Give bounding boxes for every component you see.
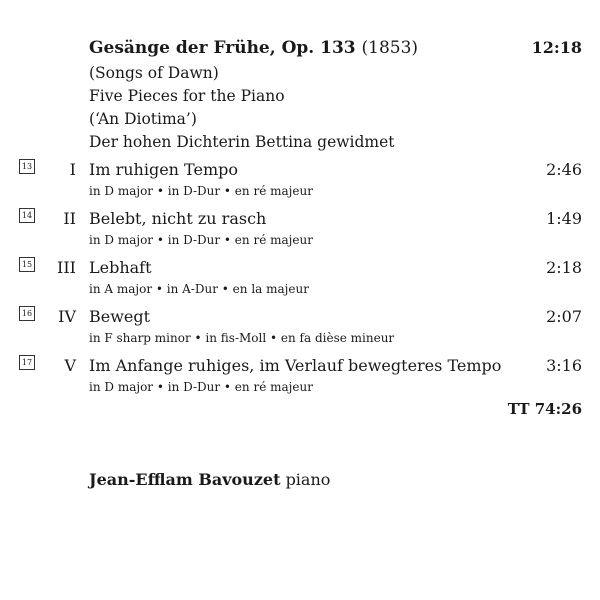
work-year: (1853) xyxy=(361,38,419,58)
work-subtitle: (‘An Diotima’) xyxy=(89,110,197,128)
movement-number: V xyxy=(64,356,76,375)
performer-credit xyxy=(89,470,330,489)
performer-name: Jean-Efflam Bavouzet xyxy=(89,470,281,489)
movement-key: in D major • in D-Dur • en ré majeur xyxy=(89,184,313,198)
movement-key: in A major • in A-Dur • en la majeur xyxy=(89,282,309,296)
work-subtitle: (Songs of Dawn) xyxy=(89,64,219,82)
track-number-box: 14 xyxy=(19,208,35,223)
work-title-text: Gesänge der Frühe, Op. 133 xyxy=(89,38,356,58)
performer-instrument: piano xyxy=(285,470,331,489)
movement-key: in D major • in D-Dur • en ré majeur xyxy=(89,380,313,394)
movement-number: II xyxy=(63,209,76,228)
movement-title: Im ruhigen Tempo xyxy=(89,160,238,179)
movement-duration: 2:07 xyxy=(546,307,582,326)
track-number-box: 15 xyxy=(19,257,35,272)
movement-key: in F sharp minor • in fis-Moll • en fa dièse mineur xyxy=(89,331,395,345)
movement-title: Belebt, nicht zu rasch xyxy=(89,209,267,228)
movement-number: IV xyxy=(58,307,76,326)
movement-title: Im Anfange ruhiges, im Verlauf bewegteres Tempo xyxy=(89,356,502,375)
work-subtitle: Five Pieces for the Piano xyxy=(89,87,285,105)
movement-duration: 2:18 xyxy=(546,258,582,277)
movement-duration: 3:16 xyxy=(546,356,582,375)
track-number-box: 13 xyxy=(19,159,35,174)
movement-duration: 2:46 xyxy=(546,160,582,179)
movement-title: Lebhaft xyxy=(89,258,152,277)
movement-title: Bewegt xyxy=(89,307,151,326)
track-number-box: 16 xyxy=(19,306,35,321)
movement-number: I xyxy=(69,160,76,179)
movement-number: III xyxy=(57,258,76,277)
total-time: TT 74:26 xyxy=(507,400,582,418)
work-subtitle: Der hohen Dichterin Bettina gewidmet xyxy=(89,133,395,151)
track-number-box: 17 xyxy=(19,355,35,370)
movement-key: in D major • in D-Dur • en ré majeur xyxy=(89,233,313,247)
work-title xyxy=(89,38,418,58)
movement-duration: 1:49 xyxy=(546,209,582,228)
work-duration: 12:18 xyxy=(531,38,582,57)
